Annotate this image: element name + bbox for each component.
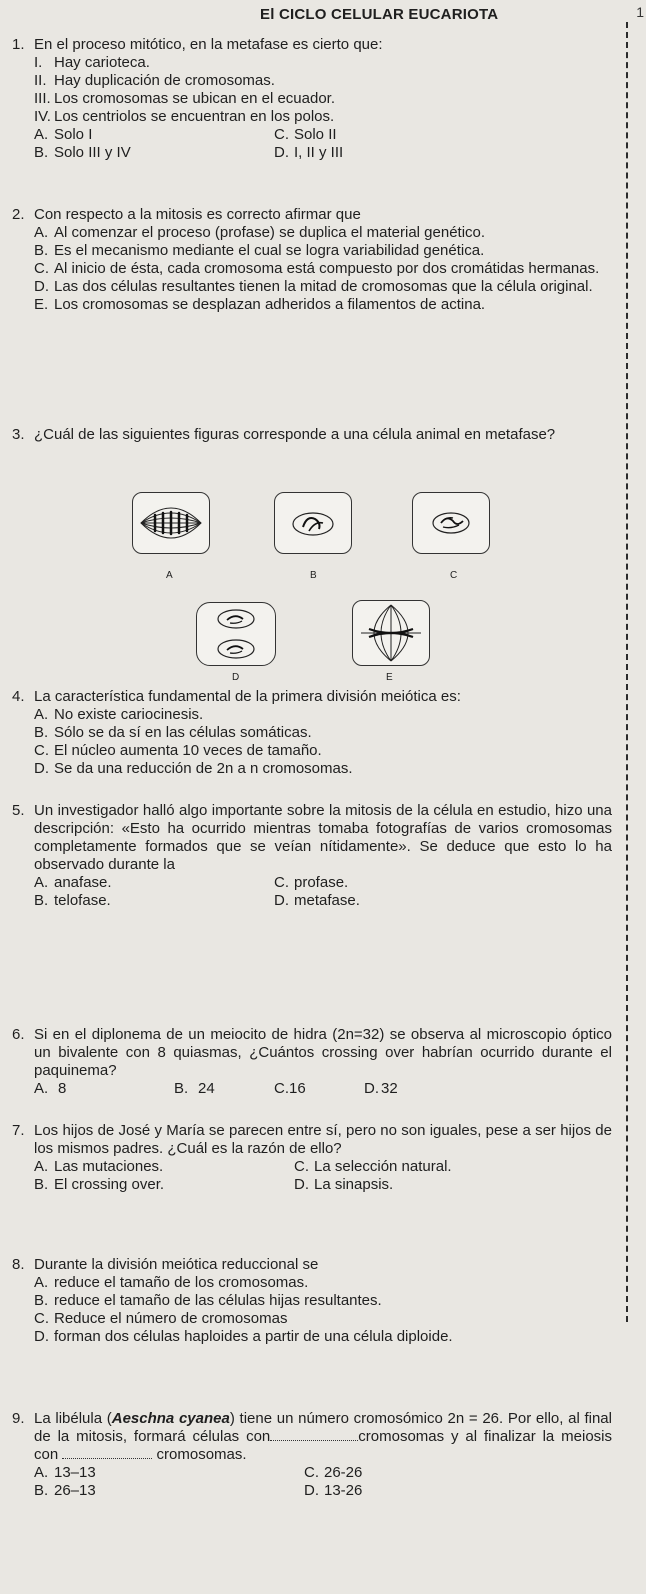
question-5 xyxy=(12,802,612,910)
figure-label-d: D xyxy=(232,672,240,683)
figure-d[interactable] xyxy=(196,602,276,666)
metaphase-spindle-icon xyxy=(133,493,209,553)
option-a[interactable]: A. anafase. xyxy=(34,874,112,891)
species-name: Aeschna cyanea xyxy=(111,1410,230,1427)
question-1 xyxy=(12,36,612,162)
figure-c[interactable] xyxy=(412,492,490,554)
cut-line xyxy=(626,22,628,1322)
option-b[interactable]: B. El crossing over. xyxy=(34,1176,165,1193)
option-c[interactable]: C. 26-26 xyxy=(304,1464,363,1481)
telophase-cells-icon xyxy=(197,603,275,665)
option-a[interactable]: A. 13–13 xyxy=(34,1464,96,1481)
cell-nucleus-icon xyxy=(275,493,351,553)
options-row xyxy=(34,1176,612,1194)
option-d[interactable]: D. metafase. xyxy=(274,892,360,909)
question-6 xyxy=(12,1026,612,1098)
question-stem: Durante la división meiótica reduccional se xyxy=(34,1256,319,1273)
option-d[interactable]: D. Se da una reducción de 2n a n cromosomas. xyxy=(34,760,353,777)
option-b[interactable]: B. Es el mecanismo mediante el cual se logra variabilidad genética. xyxy=(34,242,485,259)
option-c[interactable]: C. 16 xyxy=(274,1080,306,1097)
question-stem: La característica fundamental de la primera división meiótica es: xyxy=(34,688,461,705)
question-number: 4. xyxy=(12,688,25,705)
question-stem: Con respecto a la mitosis es correcto afirmar que xyxy=(34,206,361,223)
question-9 xyxy=(12,1410,612,1500)
option-c[interactable]: C. profase. xyxy=(274,874,349,891)
figure-label-b: B xyxy=(310,570,317,581)
options-row xyxy=(34,1080,612,1098)
option-d[interactable]: D. 32 xyxy=(364,1080,398,1097)
option-c[interactable]: C. Reduce el número de cromosomas xyxy=(34,1310,288,1327)
question-number: 9. xyxy=(12,1410,25,1427)
anaphase-spindle-icon xyxy=(353,601,429,665)
option-a[interactable]: A. Las mutaciones. xyxy=(34,1158,164,1175)
option-a[interactable]: A. Solo I xyxy=(34,126,93,143)
statement: II. Hay duplicación de cromosomas. xyxy=(34,72,275,89)
blank-field-mitosis[interactable] xyxy=(270,1440,358,1441)
statement: III. Los cromosomas se ubican en el ecuador. xyxy=(34,90,335,107)
question-number: 6. xyxy=(12,1026,25,1043)
question-number: 8. xyxy=(12,1256,25,1273)
option-b[interactable]: B. 24 xyxy=(174,1080,215,1097)
question-stem: Si en el diplonema de un meiocito de hidra (2n=32) se observa al microscopio óptico un bivalente con 8 quiasmas, ¿Cuántos crossing over habrían ocurrido durante el paquinema? xyxy=(34,1026,612,1079)
figure-e[interactable] xyxy=(352,600,430,666)
question-number: 2. xyxy=(12,206,25,223)
options-row xyxy=(34,1482,612,1500)
question-7 xyxy=(12,1122,612,1194)
option-b[interactable]: B. Sólo se da sí en las células somáticas. xyxy=(34,724,312,741)
figure-label-c: C xyxy=(450,570,458,581)
option-d[interactable]: D. 13-26 xyxy=(304,1482,363,1499)
option-d[interactable]: D. Las dos células resultantes tienen la mitad de cromosomas que la célula original. xyxy=(34,278,593,295)
question-number: 1. xyxy=(12,36,25,53)
question-number: 5. xyxy=(12,802,25,819)
option-b[interactable]: B. telofase. xyxy=(34,892,111,909)
option-a[interactable]: A. Al comenzar el proceso (profase) se duplica el material genético. xyxy=(34,224,486,241)
options-row xyxy=(34,144,612,162)
figure-label-e: E xyxy=(386,672,393,683)
option-d[interactable]: D. I, II y III xyxy=(274,144,344,161)
page-title: El CICLO CELULAR EUCARIOTA xyxy=(260,6,499,23)
option-a[interactable]: A. 8 xyxy=(34,1080,67,1097)
option-e[interactable]: E. Los cromosomas se desplazan adheridos a filamentos de actina. xyxy=(34,296,486,313)
question-stem: En el proceso mitótico, en la metafase es cierto que: xyxy=(34,36,383,53)
options-row xyxy=(34,126,612,144)
question-stem: La libélula (Aeschna cyanea) tiene un número cromosómico 2n = 26. Por ello, al final de la mitosis, formará células con cromosomas y al finalizar la meiosis con cromosomas. xyxy=(34,1410,613,1463)
blank-field-meiosis[interactable] xyxy=(62,1458,152,1459)
option-c[interactable]: C. El núcleo aumenta 10 veces de tamaño. xyxy=(34,742,322,759)
page-number: 1 xyxy=(636,4,644,20)
figure-b[interactable] xyxy=(274,492,352,554)
option-d[interactable]: D. forman dos células haploides a partir de una célula diploide. xyxy=(34,1328,453,1345)
options-row xyxy=(34,1158,612,1176)
option-b[interactable]: B. reduce el tamaño de las células hijas resultantes. xyxy=(34,1292,382,1309)
figure-label-a: A xyxy=(166,570,173,581)
options-row xyxy=(34,1464,612,1482)
options-row xyxy=(34,892,612,910)
option-c[interactable]: C. La selección natural. xyxy=(294,1158,452,1175)
question-2 xyxy=(12,206,612,314)
question-number: 3. xyxy=(12,426,25,443)
option-b[interactable]: B. 26–13 xyxy=(34,1482,96,1499)
question-8 xyxy=(12,1256,612,1346)
option-d[interactable]: D. La sinapsis. xyxy=(294,1176,394,1193)
question-stem: Los hijos de José y María se parecen entre sí, pero no son iguales, pese a ser hijos de los mismos padres. ¿Cuál es la razón de ello? xyxy=(34,1122,612,1157)
option-a[interactable]: A. No existe cariocinesis. xyxy=(34,706,204,723)
option-a[interactable]: A. reduce el tamaño de los cromosomas. xyxy=(34,1274,309,1291)
question-stem: Un investigador halló algo importante sobre la mitosis de la célula en estudio, hizo una descripción: «Esto ha ocurrido mientras tomaba fotografías de varios cromosomas completamente formados que se veían nítidamente». Se deduce que esto lo ha observado durante la xyxy=(34,802,612,873)
statement-list xyxy=(34,54,612,126)
statement: I. Hay carioteca. xyxy=(34,54,150,71)
question-3 xyxy=(12,426,612,444)
option-b[interactable]: B. Solo III y IV xyxy=(34,144,131,161)
statement: IV. Los centriolos se encuentran en los polos. xyxy=(34,108,335,125)
figure-a[interactable] xyxy=(132,492,210,554)
question-stem: ¿Cuál de las siguientes figuras corresponde a una célula animal en metafase? xyxy=(34,426,556,443)
prophase-cell-icon xyxy=(413,493,489,553)
option-c[interactable]: C. Al inicio de ésta, cada cromosoma está compuesto por dos cromátidas hermanas. xyxy=(34,260,600,277)
question-4 xyxy=(12,688,612,778)
question-number: 7. xyxy=(12,1122,25,1139)
options-row xyxy=(34,874,612,892)
option-c[interactable]: C. Solo II xyxy=(274,126,337,143)
